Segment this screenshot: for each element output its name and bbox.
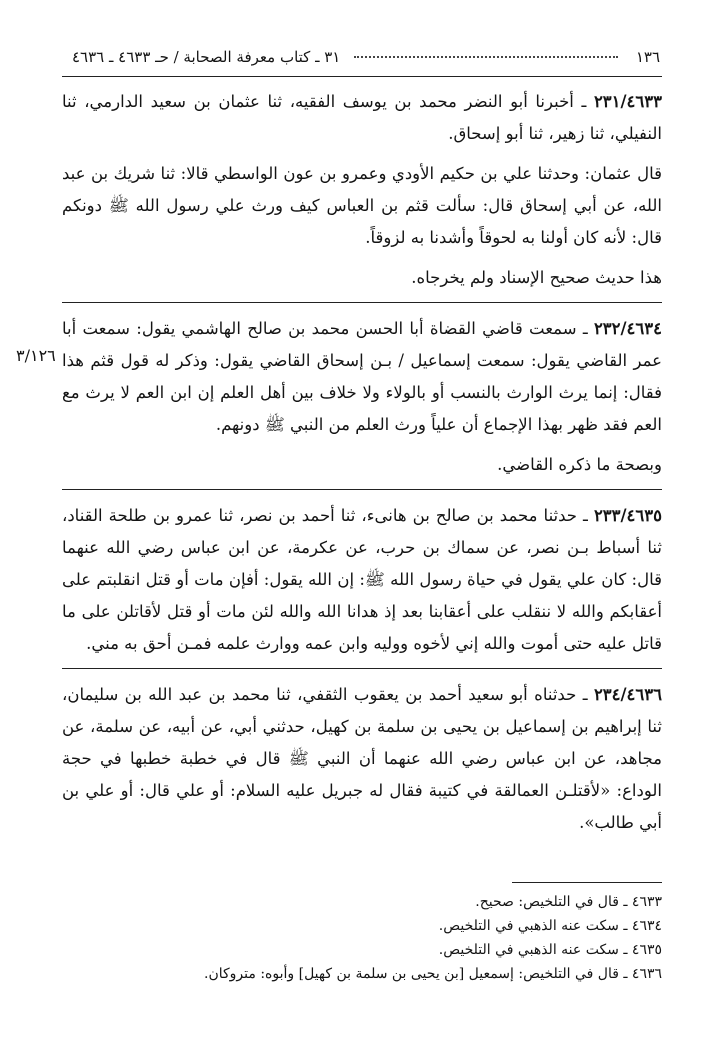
hadith-text: قال عثمان: وحدثنا علي بن حكيم الأودي وعمرو بن عون الواسطي قالا: ثنا شريك بن عبد الله، عن أبي إسحاق قال: سألت قثم بن العباس كيف ورث علي رسول الله ﷺ دونكم قال: لأنه كان أولنا به لحوقاً وأشدنا به لزوقاً. [62,164,662,247]
hadith-text: وبصحة ما ذكره القاضي. [497,455,662,474]
footnote-rule [512,882,662,883]
hadith-number: ٢٣٣/٤٦٣٥ [593,506,662,525]
footnote: ٤٦٣٤ ـ سكت عنه الذهبي في التلخيص. [438,918,662,934]
hadith-number: ٢٣١/٤٦٣٣ [593,92,662,111]
header-dot-leader [354,56,618,58]
main-text [62,86,662,847]
hadith-text: ـ حدثناه أبو سعيد أحمد بن يعقوب الثقفي، ثنا محمد بن عبد الله بن سليمان، ثنا إبراهيم بن إسماعيل بن يحيى بن سلمة بن كهيل، حدثني أبي، عن أبيه، عن سلمة، عن مجاهد، عن ابن عباس رضي الله عنهما أن النبي ﷺ قال في خطبة خطبها في حجة الوداع: «لأقتلـن العمالقة في كتيبة فقال له جبريل عليه السلام: أو علي قال: أو علي بن أبي طالب». [62,685,662,832]
hadith-text: هذا حديث صحيح الإسناد ولم يخرجاه. [411,268,662,287]
footnote: ٤٦٣٥ ـ سكت عنه الذهبي في التلخيص. [438,942,662,958]
hadith-text: ـ حدثنا محمد بن صالح بن هانىء، ثنا أحمد بن نصر، ثنا عمرو بن طلحة القناد، ثنا أسباط بـن نصر، عن سماك بن حرب، عن عكرمة، عن ابن عباس رضي الله عنهما قال: كان علي يقول في حياة رسول الله ﷺ: إن الله يقول: أفإن مات أو قتل انقلبتم على أعقابكم والله لا ننقلب على أعقابنا بعد إذ هدانا الله والله لئن مات أو قتل لأقاتلن على ما قاتل عليه حتى أموت والله إني لأخوه ووليه وابن عمه ووارث علمه فمـن أحق به مني. [62,506,662,653]
hadith-paragraph [62,679,662,839]
hadith-number: ٢٣٢/٤٦٣٤ [593,319,662,338]
header-rule [62,76,662,77]
page-number: ١٣٦ [635,48,660,66]
footnotes [62,890,662,986]
footnote: ٤٦٣٦ ـ قال في التلخيص: إسمعيل [بن يحيى بن سلمة بن كهيل] وأبوه: متروكان. [204,966,662,982]
hadith-paragraph [62,500,662,669]
hadith-paragraph [62,449,662,490]
footnote: ٤٦٣٣ ـ قال في التلخيص: صحيح. [475,894,662,910]
margin-reference: ٣/١٢٦ [16,346,56,365]
hadith-number: ٢٣٤/٤٦٣٦ [593,685,662,704]
grading-paragraph [62,262,662,303]
running-header [72,42,660,72]
hadith-text: ـ أخبرنا أبو النضر محمد بن يوسف الفقيه، ثنا عثمان بن سعيد الدارمي، ثنا النفيلي، ثنا زهير، ثنا أبو إسحاق. [62,92,662,143]
hadith-paragraph [62,313,662,441]
header-title: ٣١ ـ كتاب معرفة الصحابة / حـ ٤٦٣٣ ـ ٤٦٣٦ [72,48,341,66]
hadith-paragraph [62,86,662,150]
hadith-text: ـ سمعت قاضي القضاة أبا الحسن محمد بن صالح الهاشمي يقول: سمعت أبا عمر القاضي يقول: سمعت إسماعيل / بـن إسحاق القاضي يقول: وذكر له قول قثم هذا فقال: إنما يرث الوارث بالنسب أو بالولاء ولا خلاف بين أهل العلم إن ابن العم لا يرث مع العم فقد ظهر بهذا الإجماع أن علياً ورث العلم من النبي ﷺ دونهم. [62,319,662,434]
hadith-paragraph [62,158,662,254]
